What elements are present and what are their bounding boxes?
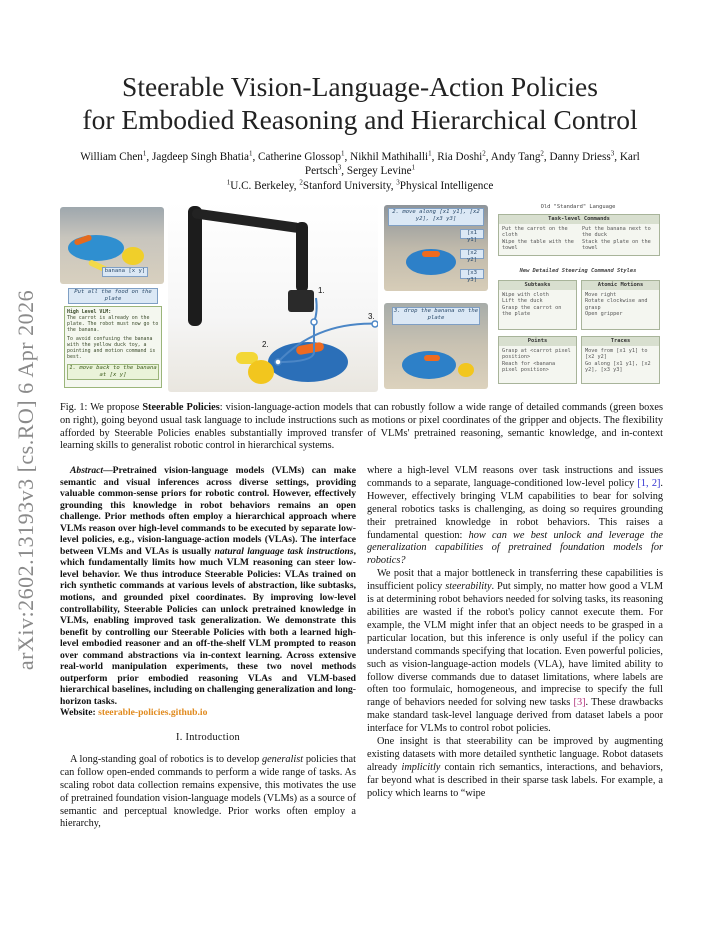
atomic-panel xyxy=(581,280,660,330)
right-p1-text-a: where a high-level VLM reasons over task instructions and issues commands to a separate, language-conditioned low-level policy xyxy=(367,465,663,489)
old-style-title: Old "Standard" Language xyxy=(540,204,616,210)
intro-italic: generalist xyxy=(261,753,304,765)
scene-photo-top-right xyxy=(384,205,488,291)
affiliations: $^1$U.C. Berkeley, $^2$Stanford University, $^3$Physical Intelligence xyxy=(226,178,494,192)
subtasks-panel xyxy=(498,280,577,330)
atomic-item: Move right xyxy=(585,292,617,298)
arxiv-stamp: arXiv:2602.13193v3 [cs.RO] 6 Apr 2026 xyxy=(13,289,38,671)
subtasks-title: Subtasks xyxy=(499,281,576,290)
subtask-item: Grasp the carrot on the plate xyxy=(502,304,562,318)
abstract-text-2: , which fundamentally limits how much VLM reasoning can steer low-level behavior. We thus introduce Steerable Policies: VLAs trained on rich synthetic commands at various levels of abstraction, like subtasks, motions, and grounded pixel coordinates. By improving low-level controllability, Steerable Policies can unlock pretrained knowledge in VLMs, enabling improved task generalization. We demonstrate this benefit by controlling our Steerable Policies with both a learned high-level embodied reasoner and an off-the-shelf VLM prompted to reason over command abstractions via in-context learning. Across extensive real-world manipulation experiments, these two novel methods outperform prior embodied reasoning VLAs and VLM-based hierarchical baselines, including on challenging generalization and long-horizon tasks. xyxy=(60,545,356,707)
section-1-title: I. Introduction xyxy=(176,732,240,744)
points-title: Points xyxy=(499,337,576,346)
author-name: Catherine Glossop xyxy=(258,151,342,163)
step-label-3: 3. xyxy=(368,312,375,321)
new-styles-title: New Detailed Steering Command Styles xyxy=(519,268,637,274)
citation-3[interactable]: [3] xyxy=(573,697,586,709)
command-3: 3. drop the banana on the plate xyxy=(392,307,480,325)
author-name: Ria Doshi xyxy=(437,151,483,163)
scene-photo-left xyxy=(60,207,164,284)
right-p1-question: how can we best unlock and leverage the generalization capabilities of pretrained foundation models for robotics? xyxy=(367,529,663,567)
vlm-reasoning-box xyxy=(64,306,162,388)
affiliation-name: Stanford University xyxy=(302,180,391,192)
banana-label: banana [x y] xyxy=(102,267,148,277)
atomic-title: Atomic Motions xyxy=(582,281,659,290)
carrot-right-bottom xyxy=(424,355,440,361)
subtask-item: Lift the duck xyxy=(502,298,543,305)
author-name: Danny Driess xyxy=(549,151,611,163)
right-paragraph-2 xyxy=(367,568,663,736)
author-name: William Chen xyxy=(80,151,143,163)
duck-right-bottom xyxy=(458,363,474,377)
author-name: Sergey Levine xyxy=(346,165,412,177)
right-p3-italic: implicitly xyxy=(401,761,441,773)
right-column xyxy=(367,465,663,801)
right-p2-text-b: . Put simply, no matter how good a VLM is at determining robot behaviors needed for solving tasks, its reasoning abilities are wasted if the robot's policy cannot execute them. For example, the VLM might infer that an object needs to be grasped in a particular location, but this inference is only useful if the policy can understand commands specifying that location. Even powerful policies, such as vision-language-action models (VLA), have limited ability to follow diverse commands due to dataset limitations, where labels are often too formulaic, homogeneous, and imprecise to specify the full range of behaviors needed for solving new tasks xyxy=(367,581,663,709)
author-name: Nikhil Mathihalli xyxy=(350,151,429,163)
traces-item: Go along [x1 y1], [x2 y2], [x3 y3] xyxy=(585,360,651,374)
left-instruction: Put all the food on the plate xyxy=(68,288,158,304)
vlm-heading: High Level VLM: xyxy=(67,309,112,315)
author-name: Andy Tang xyxy=(490,151,541,163)
intro-paragraph-1 xyxy=(60,754,356,831)
task-level-panel xyxy=(498,214,660,256)
affiliation-mark: 3 xyxy=(396,178,400,187)
task-item: Stack the plate on the towel xyxy=(582,238,651,252)
author-affiliation-mark: 1 xyxy=(248,149,253,158)
points-item: Grasp at <carrot pixel position> xyxy=(502,348,571,361)
caption-label: Fig. 1: xyxy=(60,402,88,413)
title-line-1: Steerable Vision-Language-Action Policies xyxy=(122,71,598,102)
traces-panel xyxy=(581,336,660,384)
author-affiliation-mark: 1 xyxy=(428,149,432,158)
duck-shape xyxy=(122,247,144,265)
robot-photo xyxy=(168,202,378,392)
abstract xyxy=(60,465,356,707)
right-p2-text-c: . These drawbacks make standard task-level language derived from dataset labels a poor interface for VLMs to control robot policies. xyxy=(367,697,663,735)
citation-1-2[interactable]: [1, 2] xyxy=(637,477,661,489)
vlm-text-1: The carrot is already on the plate. The robot must now go to the banana. xyxy=(67,315,159,333)
affiliation-name: Physical Intelligence xyxy=(399,180,494,192)
website-line xyxy=(60,707,356,719)
carrot-right-top xyxy=(422,251,440,257)
task-item: Wipe the table with the towel xyxy=(502,238,574,252)
trajectory-overlay xyxy=(168,202,378,392)
vlm-text-2: To avoid confusing the banana with the yellow duck toy, a pointing and motion command is best. xyxy=(67,336,156,360)
waypoint-1 xyxy=(311,319,317,325)
author-affiliation-mark: 2 xyxy=(540,149,544,158)
title-line-2: for Embodied Reasoning and Hierarchical Control xyxy=(82,104,638,135)
author-affiliation-mark: 1 xyxy=(341,149,345,158)
atomic-item: Rotate clockwise and grasp xyxy=(585,298,648,311)
author-name: Karl Pertsch xyxy=(304,151,640,177)
point-tag-2: [x2 y2] xyxy=(460,249,484,259)
affiliation-mark: 2 xyxy=(299,178,303,187)
author-affiliation-mark: 1 xyxy=(142,149,147,158)
right-p2-text-a: We posit that a major bottleneck in transferring these capabilities is insufficient policy xyxy=(367,568,663,593)
command-2: 2. move along [x1 y1], [x2 y2], [x3 y3] xyxy=(388,208,484,226)
author-affiliation-mark: 3 xyxy=(610,149,615,158)
traces-title: Traces xyxy=(582,337,659,346)
affiliation-mark: 1 xyxy=(226,178,231,187)
website-label: Website: xyxy=(60,707,96,719)
author-list: William Chen$^1$, Jagdeep Singh Bhatia$^1$, Catherine Glossop$^1$, Nikhil Mathihalli$^1$, Ria Doshi$^2$, Andy Tang$^2$, Danny Driess$^3$, Karl Pertsch$^3$, Sergey Levine$^1$ xyxy=(80,149,640,177)
right-p3-text-a: One insight is that steerability can be improved by augmenting existing datasets with more detailed synthetic language. Robot datasets already xyxy=(367,736,663,773)
task-level-title: Task-level Commands xyxy=(499,215,659,224)
right-paragraph-1 xyxy=(367,465,663,568)
task-item: Put the banana next to the duck xyxy=(582,226,651,239)
abstract-label: Abstract xyxy=(70,465,104,476)
right-p3-text-b: contain rich semantics, interactions, and behaviors, far beyond what is described in their sparse task labels. For example, a policy which learns to “wipe xyxy=(367,761,663,799)
figure-caption xyxy=(60,402,663,453)
author-affiliation-mark: 3 xyxy=(337,163,342,172)
command-1: 1. move back to the banana at [x y] xyxy=(67,364,159,380)
trajectory-3 xyxy=(278,324,378,362)
abstract-italic: natural language task instructions xyxy=(214,545,354,557)
caption-rest: : vision-language-action models that can robustly follow a wide range of detailed commands (green boxes on right), going beyond usual task language to include instructions such as motions or pixel coordinates of the gripper and objects. The flexibility afforded by Steerable Policies enables substantially improved transfer of VLMs' pretrained reasoning, semantic knowledge, and in-context learning skills to generalist robotic control in hierarchical systems. xyxy=(60,402,663,452)
task-item: Put the carrot on the cloth xyxy=(502,226,568,239)
points-panel xyxy=(498,336,577,384)
waypoint-3 xyxy=(372,321,378,327)
points-item: Reach for <banana pixel position> xyxy=(502,360,556,374)
traces-item: Move from [x1 y1] to [x2 y2] xyxy=(585,348,648,361)
affiliation-name: U.C. Berkeley xyxy=(230,180,294,192)
author-affiliation-mark: 2 xyxy=(482,149,486,158)
intro-text-1: A long-standing goal of robotics is to develop generalist policies that can follow open-ended commands to perform a wide range of tasks. As scaling robot data collection remains expensive, this motivates the use of pretrained foundation vision-language models (VLMs) as a source of semantic and perceptual knowledge. Prior works often employ a hierarchy, xyxy=(60,753,356,830)
author-name: Jagdeep Singh Bhatia xyxy=(152,151,249,163)
waypoint-2 xyxy=(275,359,281,365)
website-link[interactable]: steerable-policies.github.io xyxy=(98,707,208,719)
author-affiliation-mark: 1 xyxy=(411,163,416,172)
left-column xyxy=(60,465,356,831)
right-paragraph-3 xyxy=(367,736,663,801)
right-p2-italic: steerability xyxy=(445,581,492,593)
caption-bold: Steerable Policies xyxy=(142,402,220,413)
scene-photo-bottom-right xyxy=(384,303,488,389)
figure-1 xyxy=(58,200,663,392)
paper-title xyxy=(60,70,660,136)
step-label-1: 1. xyxy=(318,286,325,295)
caption-lead: We propose xyxy=(90,402,140,413)
point-tag-3: [x3 y3] xyxy=(460,269,484,279)
atomic-item: Open gripper xyxy=(585,311,623,318)
point-tag-1: [x1 y1] xyxy=(460,229,484,239)
step-label-2: 2. xyxy=(262,340,269,349)
subtask-item: Wipe with cloth xyxy=(502,292,549,298)
right-p1-text-b: . However, effectively bringing VLM capabilities to bear for solving general robotics tasks is challenging, as doing so requires grounding their pretrained knowledge in robot behaviors. This raises a fundamental question: xyxy=(367,477,663,541)
abstract-text-1: —Pretrained vision-language models (VLMs) can make semantic and visual inferences across diverse settings, providing valuable common-sense priors for robotic control. However, effectively grounding this knowledge in robot behaviors remains an open challenge. Prior methods often employ a hierarchical approach where VLMs reason over high-level commands to be executed by separate low-level policies, e.g., vision-language-action models (VLAs). The interface between VLMs and VLAs is usually xyxy=(60,465,356,557)
